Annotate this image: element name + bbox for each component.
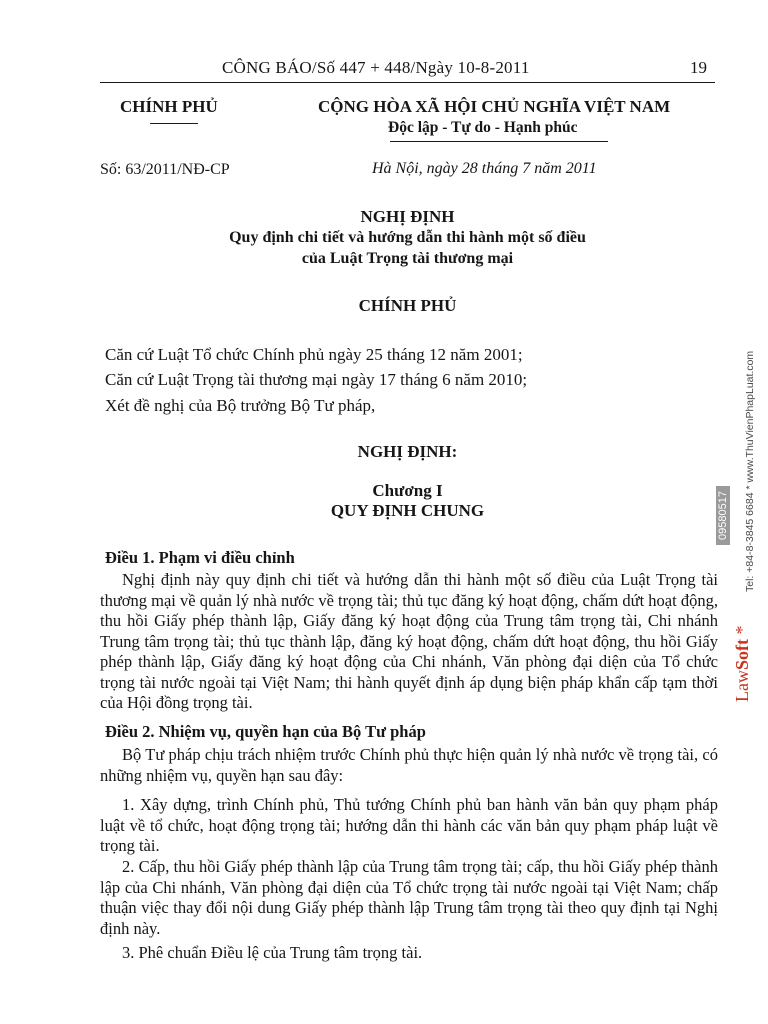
document-type: NGHỊ ĐỊNH xyxy=(360,207,455,226)
header-divider xyxy=(100,82,715,83)
chapter-title: QUY ĐỊNH CHUNG xyxy=(330,501,485,520)
gazette-header-title: CÔNG BÁO/Số 447 + 448/Ngày 10-8-2011 xyxy=(222,58,530,77)
watermark-document-id: 09580517 xyxy=(716,486,730,545)
national-title: CỘNG HÒA XÃ HỘI CHỦ NGHĨA VIỆT NAM xyxy=(318,97,671,116)
article-2-heading: Điều 2. Nhiệm vụ, quyền hạn của Bộ Tư pháp xyxy=(105,722,426,741)
watermark-separator: * xyxy=(732,625,752,635)
page-number: 19 xyxy=(690,58,707,77)
document-number: Số: 63/2011/NĐ-CP xyxy=(100,161,230,178)
legal-basis-3: Xét đề nghị của Bộ trưởng Bộ Tư pháp, xyxy=(105,396,376,415)
issuing-authority: CHÍNH PHỦ xyxy=(120,97,218,116)
article-2-clause-2: 2. Cấp, thu hồi Giấy phép thành lập của Trung tâm trọng tài; cấp, thu hồi Giấy phép thành lập của Chi nhánh, Văn phòng đại diện của Tổ chức trọng tài nước ngoài tại Việt Nam; chấp thuận việc thay đổi nội dung Giấy phép thành lập Trung tâm trọng tài theo quy định tại Nghị định này. xyxy=(100,857,718,938)
logo-text-law: Law xyxy=(732,670,752,702)
document-subject-line-2: của Luật Trọng tài thương mại xyxy=(301,250,514,267)
chapter-label: Chương I xyxy=(372,481,443,500)
national-motto: Độc lập - Tự do - Hạnh phúc xyxy=(388,119,578,136)
article-2-clause-1: 1. Xây dựng, trình Chính phủ, Thủ tướng Chính phủ ban hành văn bản quy phạm pháp luật về tổ chức, hoạt động trọng tài; hướng dẫn thi hành các văn bản quy phạm pháp luật về trọng tài. xyxy=(100,795,718,855)
issuer-underline xyxy=(150,123,198,124)
decree-heading: NGHỊ ĐỊNH: xyxy=(357,442,458,461)
document-subject-line-1: Quy định chi tiết và hướng dẫn thi hành một số điều xyxy=(229,229,586,246)
legal-basis-2: Căn cứ Luật Trọng tài thương mại ngày 17 tháng 6 năm 2010; xyxy=(105,370,528,389)
legal-basis-1: Căn cứ Luật Tổ chức Chính phủ ngày 25 tháng 12 năm 2001; xyxy=(105,345,523,364)
watermark-contact: Tel: +84-8-3845 6684 * www.ThuVienPhapLuat.com xyxy=(744,350,756,592)
enacting-body: CHÍNH PHỦ xyxy=(358,296,457,315)
motto-underline xyxy=(390,141,608,142)
article-1-paragraph: Nghị định này quy định chi tiết và hướng dẫn thi hành một số điều của Luật Trọng tài thương mại về quản lý nhà nước về trọng tài; thủ tục đăng ký hoạt động, chấm dứt hoạt động, thu hồi Giấy phép thành lập, Giấy đăng ký hoạt động của Trung tâm trọng tài, Chi nhánh Trung tâm trọng tài; thủ tục thành lập, đăng ký hoạt động, chấm dứt hoạt động, thu hồi Giấy phép thành lập, Giấy đăng ký hoạt động của Chi nhánh, Văn phòng đại diện của Tổ chức trọng tài nước ngoài tại Việt Nam; thi hành quyết định áp dụng biện pháp khẩn cấp tạm thời của Hội đồng trọng tài. xyxy=(100,570,718,712)
lawsoft-logo xyxy=(732,626,753,702)
article-2-clause-3: 3. Phê chuẩn Điều lệ của Trung tâm trọng tài. xyxy=(122,943,423,962)
logo-text-soft: Soft xyxy=(732,639,752,671)
place-and-date: Hà Nội, ngày 28 tháng 7 năm 2011 xyxy=(372,160,597,177)
article-1-heading: Điều 1. Phạm vi điều chỉnh xyxy=(105,548,295,567)
article-2-intro: Bộ Tư pháp chịu trách nhiệm trước Chính phủ thực hiện quản lý nhà nước về trọng tài, có những nhiệm vụ, quyền hạn sau đây: xyxy=(100,745,718,785)
